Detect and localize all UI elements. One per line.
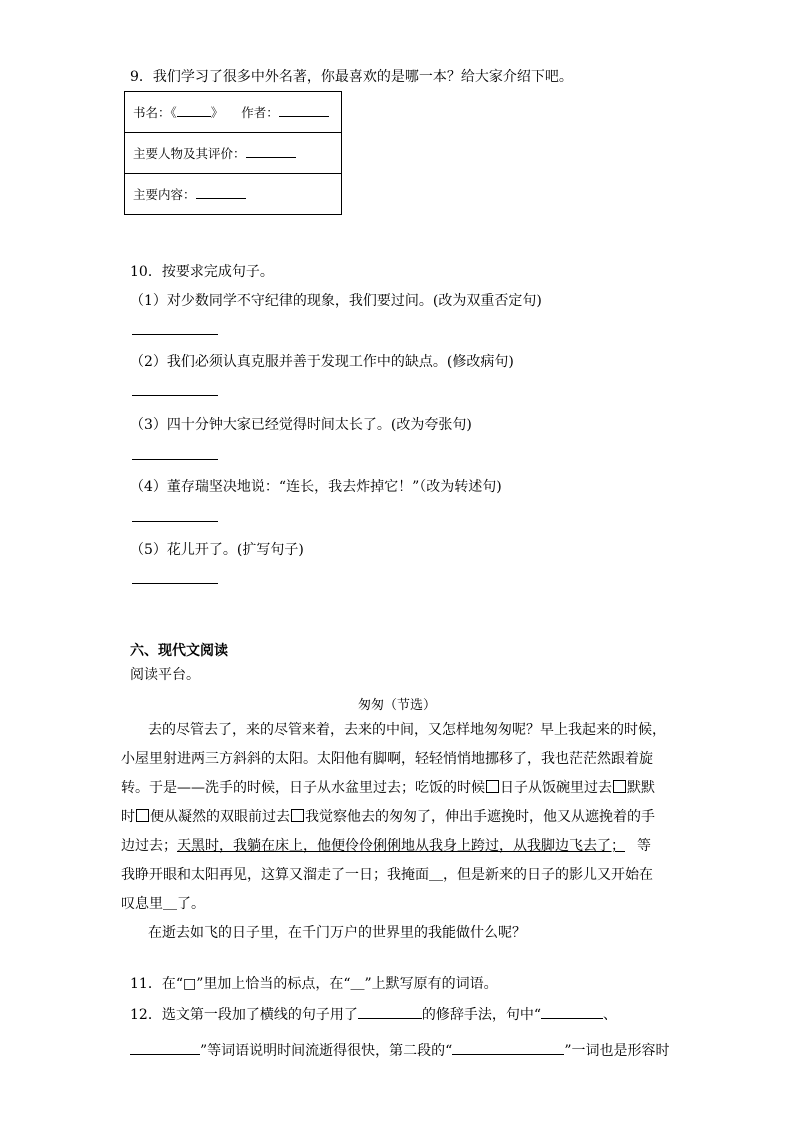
passage-line: 时 便从凝然的双眼前过去 我觉察他去的匆匆了，伸出手遮挽时，他又从遮挽着的手 xyxy=(121,809,655,825)
table-row xyxy=(125,92,342,133)
q10-item-4: （4）董存瑞坚决地说：“连长，我去炸掉它！”（改为转述句) xyxy=(130,479,502,495)
word-blank-2[interactable] xyxy=(130,1054,200,1055)
answer-line-4[interactable] xyxy=(132,521,218,522)
answer-line-3[interactable] xyxy=(132,459,218,460)
passage-line: 在逝去如飞的日子里，在千门万户的世界里的我能做什么呢？ xyxy=(148,925,526,941)
q10-item-2: （2）我们必须认真克服并善于发现工作中的缺点。(修改病句) xyxy=(130,354,514,370)
book-title-close: 》 xyxy=(210,105,224,120)
word-blank-3[interactable] xyxy=(452,1054,564,1055)
characters-label: 主要人物及其评价： xyxy=(133,146,246,161)
table-row xyxy=(125,174,342,215)
word-blank-1[interactable] xyxy=(541,1018,603,1019)
passage-line: 边过去；天黑时，我躺在床上，他便伶伶俐俐地从我身上跨过，从我脚边飞去了； 等 xyxy=(121,838,651,854)
passage-line: 叹息里＿了。 xyxy=(121,896,205,912)
book-info-table xyxy=(124,91,342,215)
punctuation-box[interactable] xyxy=(136,809,149,822)
q12-line-2: ”等词语说明时间流逝得很快，第二段的“ ”一词也是形容时 xyxy=(130,1040,670,1060)
author-blank[interactable] xyxy=(279,116,329,117)
punctuation-box[interactable] xyxy=(291,809,304,822)
section-subheading: 阅读平台。 xyxy=(130,667,200,683)
q12-line-1: 12．选文第一段加了横线的句子用了 的修辞手法，句中“ 、 xyxy=(130,1007,617,1023)
table-row xyxy=(125,133,342,174)
passage-line: 转。于是——洗手的时候，日子从水盆里过去；吃饭的时候 日子从饭碗里过去 默默 xyxy=(121,780,655,796)
q10-item-1: （1）对少数同学不守纪律的现象，我们要过问。(改为双重否定句) xyxy=(130,293,542,309)
punctuation-box[interactable] xyxy=(613,780,626,793)
answer-line-5[interactable] xyxy=(132,583,218,584)
book-title-label: 书名：《 xyxy=(133,105,177,120)
book-title-blank[interactable] xyxy=(177,116,211,117)
section-heading: 六、现代文阅读 xyxy=(130,643,228,659)
q10-item-3: （3）四十分钟大家已经觉得时间太长了。(改为夸张句) xyxy=(130,417,472,433)
content-label: 主要内容： xyxy=(133,187,196,202)
answer-line-2[interactable] xyxy=(132,395,218,396)
punctuation-box[interactable] xyxy=(486,780,499,793)
rhetoric-blank[interactable] xyxy=(358,1018,422,1019)
passage-title: 匆匆（节选） xyxy=(358,698,437,713)
passage-line: 小屋里射进两三方斜斜的太阳。太阳他有脚啊，轻轻悄悄地挪移了，我也茫茫然跟着旋 xyxy=(121,751,653,767)
underlined-sentence: 天黑时，我躺在床上，他便伶伶俐俐地从我身上跨过，从我脚边飞去了； xyxy=(177,838,625,854)
q11-prompt: 11．在“□”里加上恰当的标点，在“＿”上默写原有的词语。 xyxy=(130,976,498,992)
author-label: 作者： xyxy=(241,105,279,120)
q10-item-5: （5）花儿开了。(扩写句子) xyxy=(130,542,304,558)
q10-prompt: 10．按要求完成句子。 xyxy=(130,264,274,280)
q9-prompt: 9．我们学习了很多中外名著，你最喜欢的是哪一本？给大家介绍下吧。 xyxy=(130,69,573,85)
passage-line: 我睁开眼和太阳再见，这算又溜走了一日；我掩面＿，但是新来的日子的影儿又开始在 xyxy=(121,867,653,883)
answer-line-1[interactable] xyxy=(132,334,218,335)
content-blank[interactable] xyxy=(196,198,246,199)
passage-line: 去的尽管去了，来的尽管来着，去来的中间，又怎样地匆匆呢？早上我起来的时候， xyxy=(148,722,666,738)
characters-blank[interactable] xyxy=(246,157,296,158)
